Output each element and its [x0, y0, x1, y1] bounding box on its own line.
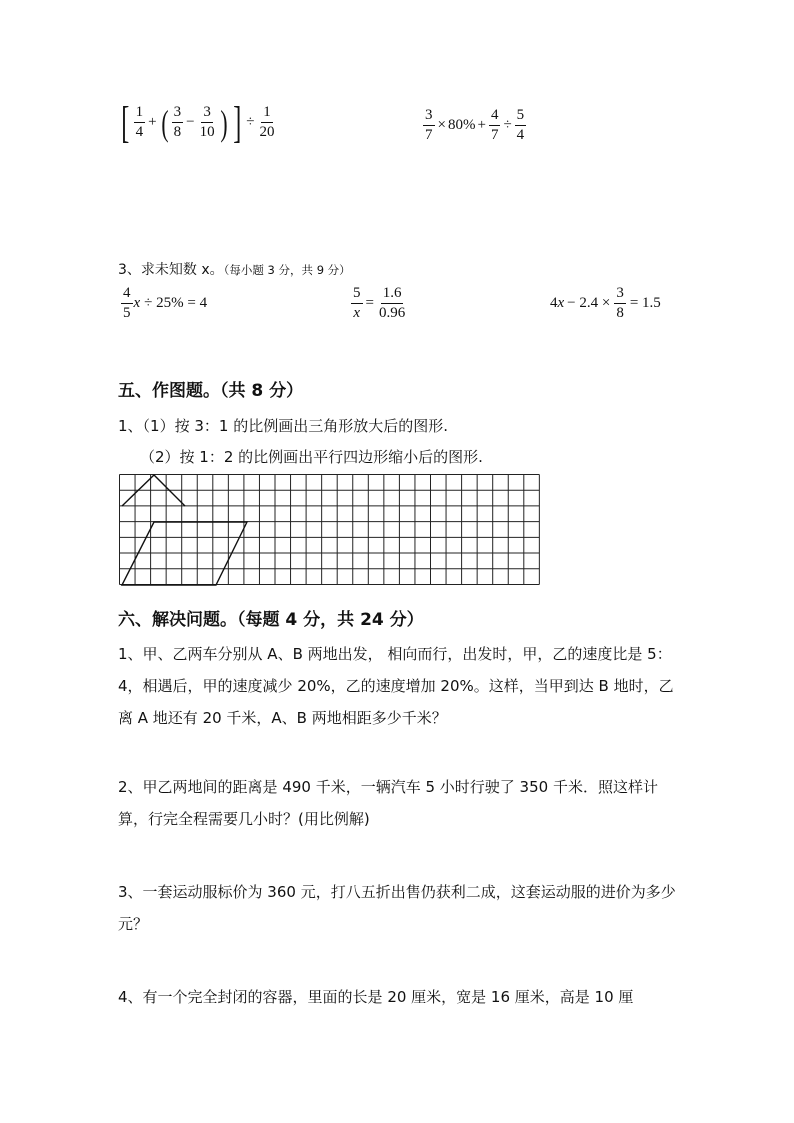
- problem-3: 3、一套运动服标价为 360 元，打八五折出售仍获利二成，这套运动服的进价为多少元？: [118, 883, 676, 933]
- fraction: $\frac{1}{20}$: [259, 104, 275, 141]
- bracket-right: ]: [232, 98, 241, 147]
- equation-1: $\frac{4}{5}$ x ÷ 25% = 4: [123, 285, 208, 321]
- bracket-left: [: [121, 98, 130, 147]
- fraction: $\frac{3}{7}$: [425, 107, 433, 143]
- fraction: $\frac{3}{10}$: [199, 104, 215, 141]
- grid-lines: [120, 475, 540, 585]
- section-6-title: 六、解决问题。（每题 4 分，共 24 分）: [118, 610, 424, 630]
- expression-2: $\frac{3}{7}$ × 80% + $\frac{4}{7}$ ÷ $\frac{5}{4}$: [425, 107, 525, 143]
- fraction: $\frac{3}{8}$: [173, 104, 182, 141]
- question-3-title: 3、求未知数 x。（每小题 3 分，共 9 分）: [118, 262, 351, 278]
- drawing-grid: [119, 474, 543, 588]
- equation-2: $\frac{5}{x}$ = $\frac{1.6}{0.96}$: [353, 285, 406, 321]
- fraction: $\frac{4}{5}$: [123, 285, 131, 321]
- equation-3: 4 x − 2.4 × $\frac{3}{8}$ = 1.5: [550, 285, 661, 321]
- fraction: $\frac{4}{7}$: [490, 107, 499, 143]
- problem-2: 2、甲乙两地间的距离是 490 千米，一辆汽车 5 小时行驶了 350 千米．照这样计算，行完全程需要几小时？(用比例解): [118, 778, 658, 828]
- section-5-question-2: （2）按 1：2 的比例画出平行四边形缩小后的图形.: [140, 448, 483, 466]
- expression-1: [ $\frac{1}{4}$ + ( $\frac{3}{8}$ − $\frac{3}{10}$ ) ] ÷ $\frac{1}{20}$: [121, 98, 275, 147]
- fraction: $\frac{3}{8}$: [616, 285, 624, 321]
- section-5-title: 五、作图题。（共 8 分）: [118, 381, 304, 401]
- problem-4: 4、有一个完全封闭的容器，里面的长是 20 厘米，宽是 16 厘米，高是 10 厘: [118, 988, 634, 1006]
- fraction: $\frac{5}{4}$: [516, 107, 525, 143]
- fraction: $\frac{5}{x}$: [353, 285, 361, 321]
- fraction: $\frac{1}{4}$: [135, 104, 144, 141]
- fraction: $\frac{1.6}{0.96}$: [378, 285, 406, 321]
- section-5-question-1: 1、（1）按 3：1 的比例画出三角形放大后的图形.: [118, 417, 448, 435]
- problem-1: 1、甲、乙两车分别从 A、B 两地出发， 相向而行，出发时，甲，乙的速度比是 5：4，相遇后，甲的速度减少 20%，乙的速度增加 20%。这样，当甲到达 B 地时，乙离 A 地还有 20 千米，A、B 两地相距多少千米？: [118, 645, 674, 727]
